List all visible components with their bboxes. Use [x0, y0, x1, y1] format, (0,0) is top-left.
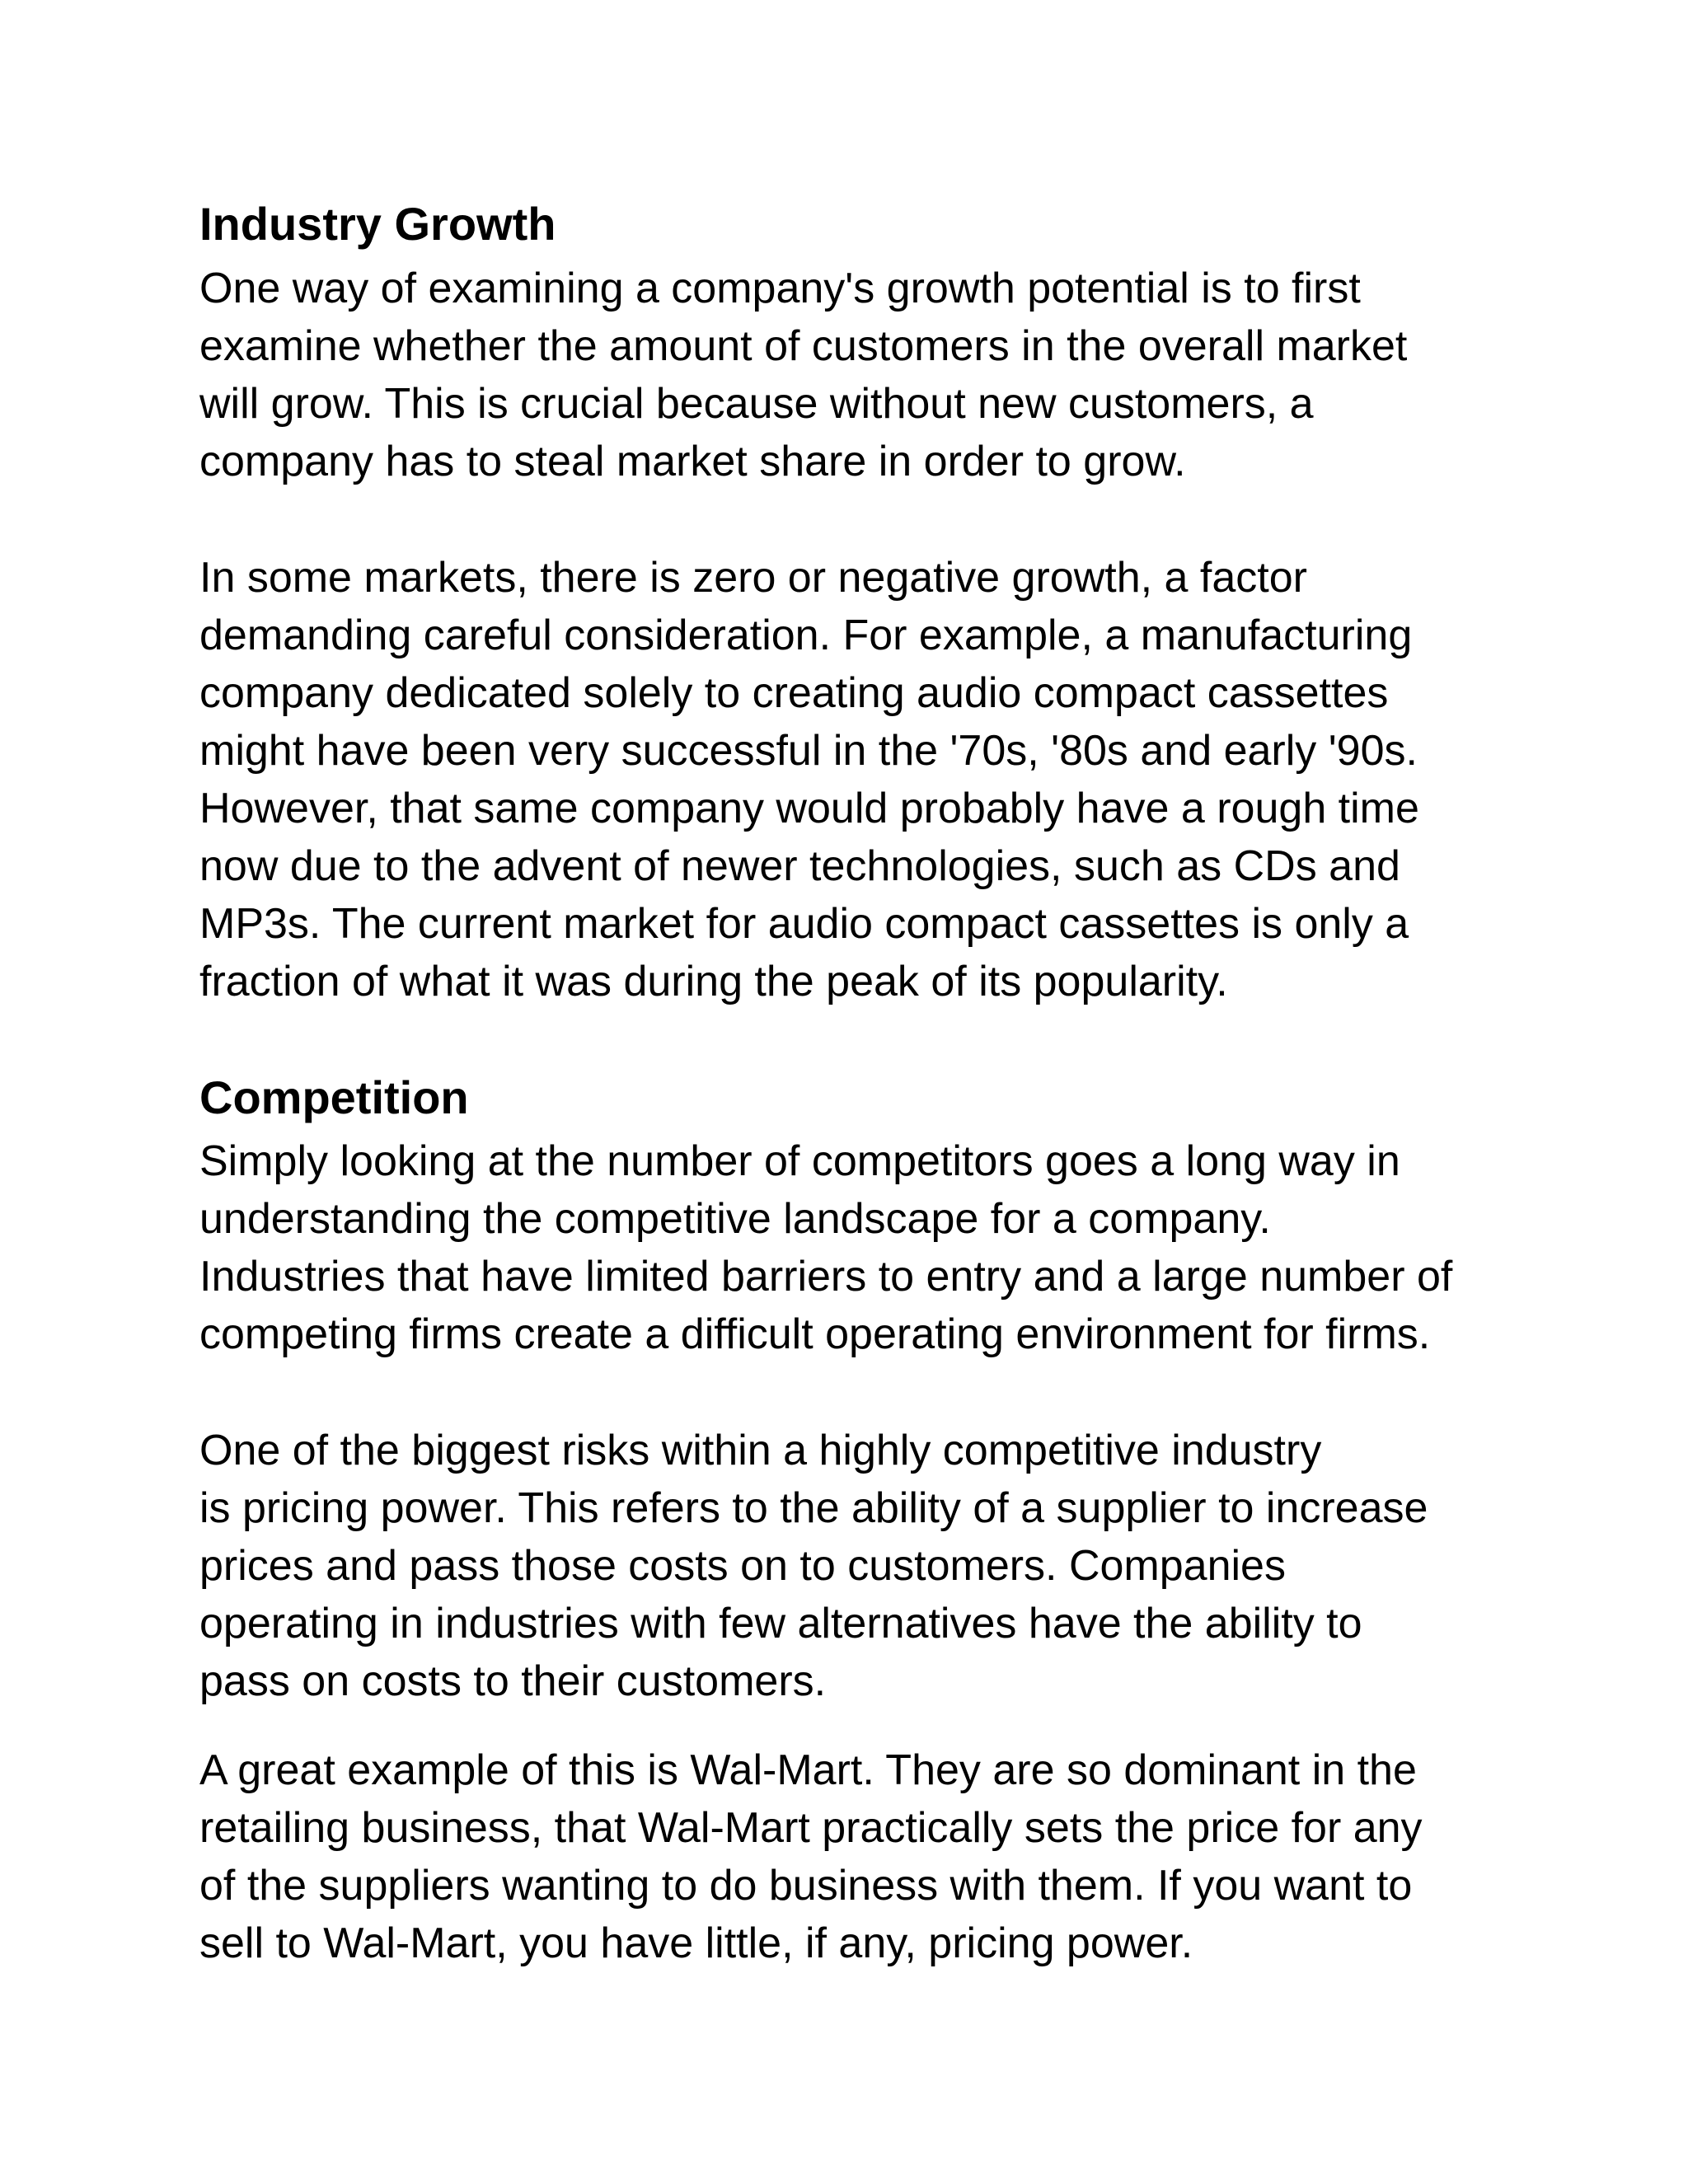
paragraph-line: is pricing power. This refers to the ability of a supplier to increase — [199, 1484, 1428, 1532]
paragraph-line: competing firms create a difficult operating environment for firms. — [199, 1310, 1431, 1358]
paragraph-competition-2 — [199, 1422, 1428, 1710]
section-heading-competition: Competition — [199, 1071, 469, 1123]
paragraph-line: sell to Wal-Mart, you have little, if any, pricing power. — [199, 1919, 1193, 1967]
paragraph-competition-3 — [199, 1741, 1423, 1972]
paragraph-line: One of the biggest risks within a highly competitive industry — [199, 1427, 1322, 1474]
paragraph-line: of the suppliers wanting to do business with them. If you want to — [199, 1862, 1413, 1910]
paragraph-competition-1 — [199, 1132, 1452, 1363]
paragraph-line: might have been very successful in the '70s, '80s and early '90s. — [199, 727, 1418, 775]
paragraph-line: Industries that have limited barriers to entry and a large number of — [199, 1253, 1453, 1301]
paragraph-line: will grow. This is crucial because without new customers, a — [199, 380, 1314, 428]
paragraph-line: retailing business, that Wal-Mart practically sets the price for any — [199, 1804, 1423, 1852]
paragraph-line: A great example of this is Wal-Mart. They are so dominant in the — [199, 1746, 1417, 1794]
paragraph-line: pass on costs to their customers. — [199, 1657, 827, 1705]
paragraph-line: understanding the competitive landscape for a company. — [199, 1195, 1271, 1243]
paragraph-line: Simply looking at the number of competitors goes a long way in — [199, 1137, 1400, 1185]
paragraph-line: operating in industries with few alternatives have the ability to — [199, 1600, 1362, 1647]
paragraph-line: In some markets, there is zero or negative growth, a factor — [199, 554, 1307, 602]
paragraph-industry-growth-1 — [199, 260, 1407, 490]
paragraph-line: demanding careful consideration. For example, a manufacturing — [199, 612, 1413, 659]
paragraph-line: One way of examining a company's growth potential is to first — [199, 265, 1361, 312]
paragraph-industry-growth-2 — [199, 549, 1419, 1010]
paragraph-line: However, that same company would probably have a rough time — [199, 785, 1419, 832]
paragraph-line: examine whether the amount of customers in the overall market — [199, 322, 1408, 370]
section-heading-industry-growth: Industry Growth — [199, 198, 556, 250]
paragraph-line: company has to steal market share in order to grow. — [199, 438, 1186, 485]
paragraph-line: MP3s. The current market for audio compact cassettes is only a — [199, 900, 1409, 948]
paragraph-line: prices and pass those costs on to customers. Companies — [199, 1542, 1286, 1590]
paragraph-line: fraction of what it was during the peak of its popularity. — [199, 958, 1228, 1005]
paragraph-line: company dedicated solely to creating audio compact cassettes — [199, 669, 1389, 717]
paragraph-line: now due to the advent of newer technologies, such as CDs and — [199, 842, 1400, 890]
